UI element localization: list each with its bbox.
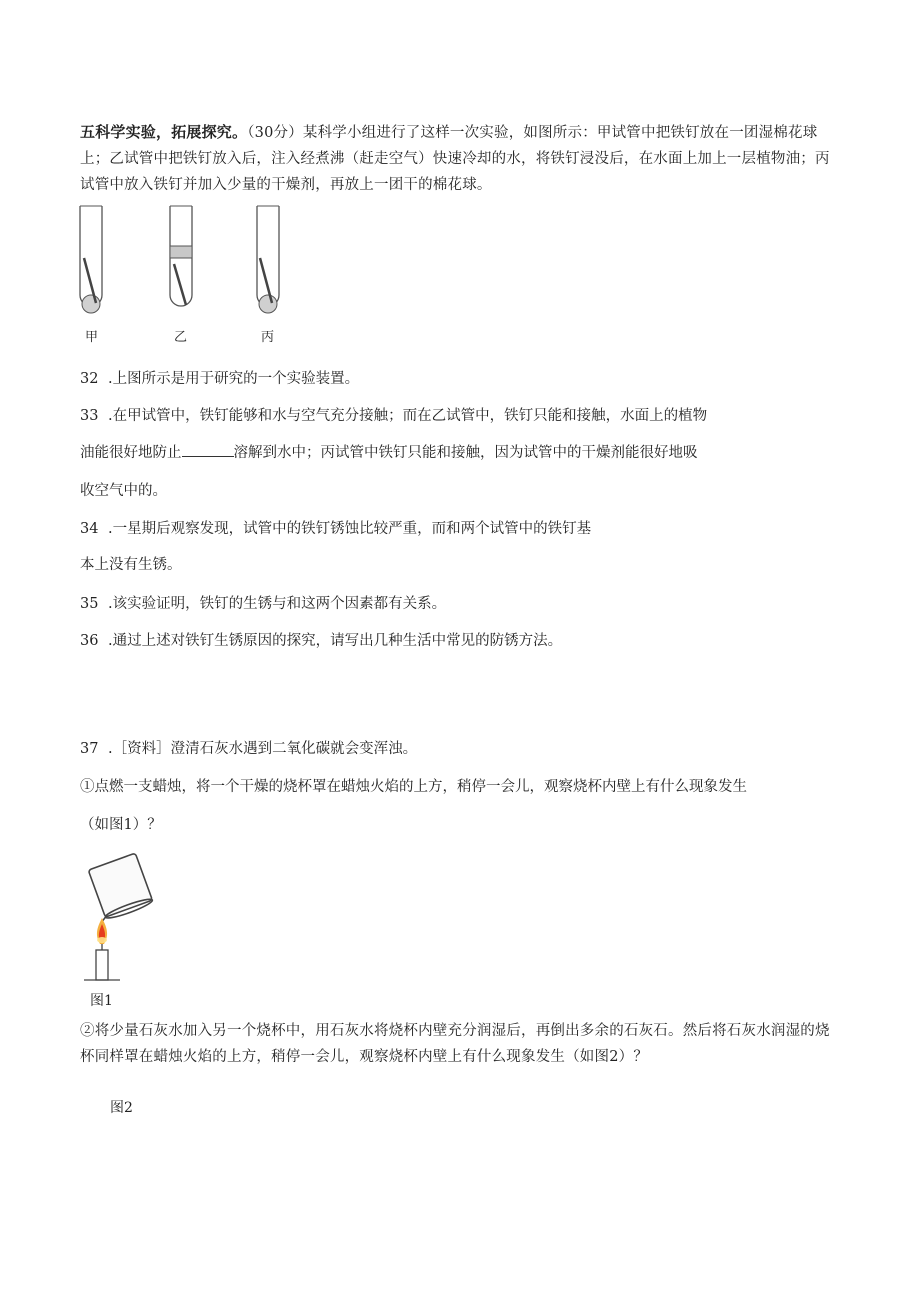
figure-2-caption: 图2 — [110, 1100, 133, 1116]
question-33-line1 — [80, 405, 707, 427]
question-text: 油能很好地防止 — [80, 445, 182, 461]
tube-yi — [170, 206, 192, 306]
candle-icon — [84, 944, 120, 980]
question-33-line3: 收空气中的。 — [80, 483, 167, 499]
question-36 — [80, 630, 562, 652]
tube-bing — [257, 206, 279, 313]
tube-jia — [80, 206, 102, 313]
question-33-line2 — [80, 442, 698, 464]
question-number: 34 — [80, 521, 99, 537]
question-32 — [80, 368, 359, 390]
tube-label-bing: 丙 — [261, 330, 275, 345]
section-score: （30分） — [247, 125, 303, 141]
section-intro-text: 某科学小组进行了这样一次实验，如图所示：甲试管中把铁钉放在一团湿棉花球上；乙试管中把铁钉放入后，注入经煮沸（赶走空气）快速冷却的水，将铁钉浸没后，在水面上加上一层植物油；丙试管中放入铁钉并加入少量的干燥剂，再放上一团干的棉花球。 — [80, 125, 830, 193]
question-text: 溶解到水中；丙试管中铁钉只能和接触，因为试管中的干燥剂能很好地吸 — [233, 445, 698, 461]
question-number: 36 — [80, 633, 99, 649]
question-number: 37 — [80, 741, 99, 757]
question-text: .一星期后观察发现，试管中的铁钉锈蚀比较严重，而和两个试管中的铁钉基 — [108, 521, 592, 537]
figure-1-caption: 图1 — [90, 993, 113, 1009]
section-heading: 五科学实验，拓展探究。 — [80, 123, 248, 141]
question-text: .在甲试管中，铁钉能够和水与空气充分接触；而在乙试管中，铁钉只能和接触，水面上的植物 — [108, 408, 708, 424]
flame-icon — [97, 918, 107, 944]
question-text: .通过上述对铁钉生锈原因的探究，请写出几种生活中常见的防锈方法。 — [108, 633, 563, 649]
answer-blank[interactable] — [182, 444, 234, 457]
candle-beaker-figure — [76, 852, 166, 987]
question-37-part1-line2: （如图1）？ — [80, 817, 162, 833]
question-35 — [80, 593, 446, 615]
question-37-part1-line1: ①点燃一支蜡烛，将一个干燥的烧杯罩在蜡烛火焰的上方，稍停一会儿，观察烧杯内壁上有什么现象发生 — [80, 779, 747, 795]
question-text: .该实验证明，铁钉的生锈与和这两个因素都有关系。 — [108, 596, 447, 612]
question-37 — [80, 738, 417, 760]
tube-label-yi: 乙 — [174, 330, 188, 345]
question-34-line1 — [80, 518, 591, 540]
question-number: 32 — [80, 371, 99, 387]
beaker-icon — [83, 853, 154, 923]
question-number: 33 — [80, 408, 99, 424]
question-text: .［资料］澄清石灰水遇到二氧化碳就会变浑浊。 — [108, 741, 418, 757]
question-34-line2: 本上没有生锈。 — [80, 557, 182, 573]
question-text: .上图所示是用于研究的一个实验装置。 — [108, 371, 360, 387]
tube-label-jia: 甲 — [85, 330, 99, 345]
question-37-part2: ②将少量石灰水加入另一个烧杯中，用石灰水将烧杯内壁充分润湿后，再倒出多余的石灰石。然后将石灰水润湿的烧杯同样罩在蜡烛火焰的上方，稍停一会儿，观察烧杯内壁上有什么现象发生（如图2）？ — [80, 1023, 830, 1065]
section-intro — [80, 119, 840, 198]
question-number: 35 — [80, 596, 99, 612]
